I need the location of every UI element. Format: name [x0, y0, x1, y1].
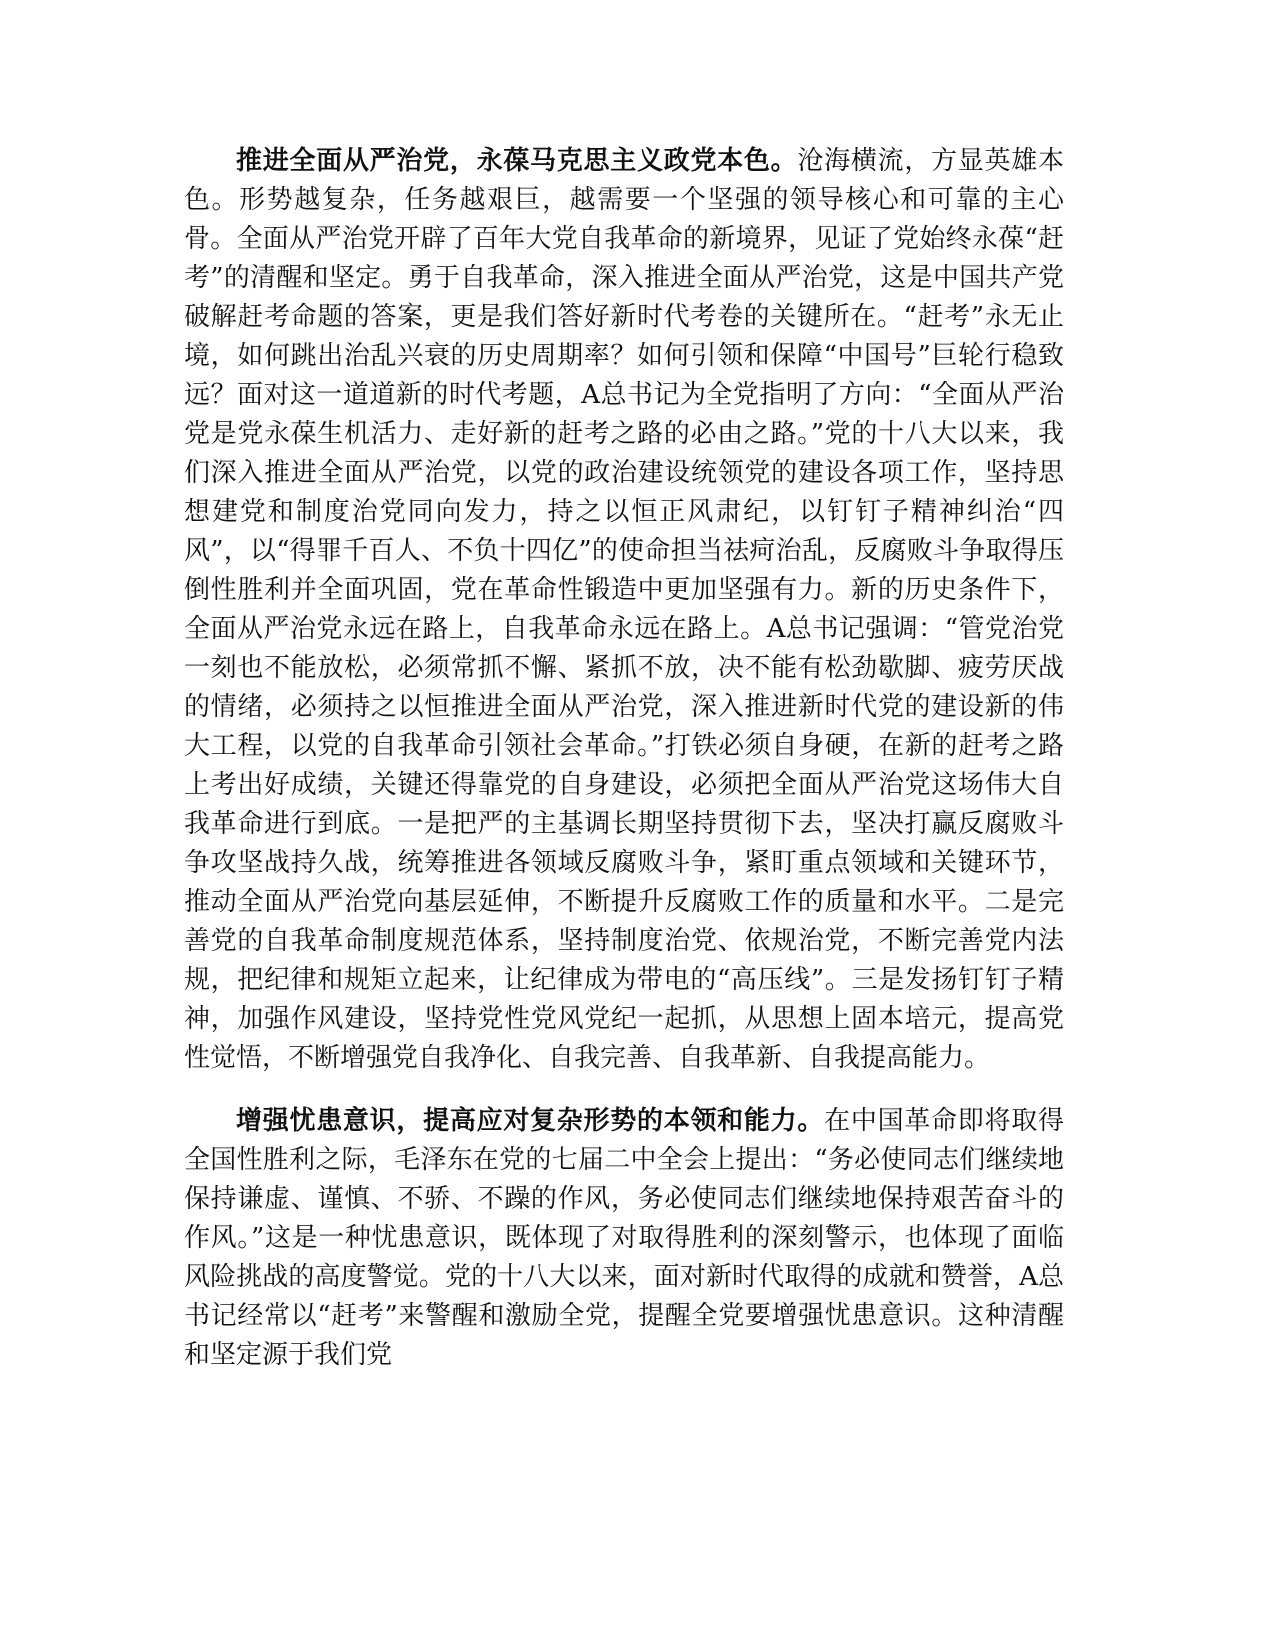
paragraph-heading: 增强忧患意识，提高应对复杂形势的本领和能力。	[236, 1106, 825, 1136]
paragraph-body: 在中国革命即将取得全国性胜利之际，毛泽东在党的七届二中全会上提出：“务必使同志们继续地保持谦虚、谨慎、不骄、不躁的作风，务必使同志们继续地保持艰苦奋斗的作风。”这是一种忧患意识，既体现了对取得胜利的深刻警示，也体现了面临风险挑战的高度警觉。党的十八大以来，面对新时代取得的成就和赞誉，A总书记经常以“赶考”来警醒和激励全党，提醒全党要增强忧患意识。这种清醒和坚定源于我们党	[184, 1106, 1064, 1370]
paragraph-body: 沧海横流，方显英雄本色。形势越复杂，任务越艰巨，越需要一个坚强的领导核心和可靠的主心骨。全面从严治党开辟了百年大党自我革命的新境界，见证了党始终永葆“赶考”的清醒和坚定。勇于自我革命，深入推进全面从严治党，这是中国共产党破解赶考命题的答案，更是我们答好新时代考卷的关键所在。“赶考”永无止境，如何跳出治乱兴衰的历史周期率？如何引领和保障“中国号”巨轮行稳致远？面对这一道道新的时代考题，A总书记为全党指明了方向：“全面从严治党是党永葆生机活力、走好新的赶考之路的必由之路。”党的十八大以来，我们深入推进全面从严治党，以党的政治建设统领党的建设各项工作，坚持思想建党和制度治党同向发力，持之以恒正风肃纪，以钉钉子精神纠治“四风”，以“得罪千百人、不负十四亿”的使命担当祛疴治乱，反腐败斗争取得压倒性胜利并全面巩固，党在革命性锻造中更加坚强有力。新的历史条件下，全面从严治党永远在路上，自我革命永远在路上。A总书记强调：“管党治党一刻也不能放松，必须常抓不懈、紧抓不放，决不能有松劲歇脚、疲劳厌战的情绪，必须持之以恒推进全面从严治党，深入推进新时代党的建设新的伟大工程，以党的自我革命引领社会革命。”打铁必须自身硬，在新的赶考之路上考出好成绩，关键还得靠党的自身建设，必须把全面从严治党这场伟大自我革命进行到底。一是把严的主基调长期坚持贯彻下去，坚决打赢反腐败斗争攻坚战持久战，统筹推进各领域反腐败斗争，紧盯重点领域和关键环节，推动全面从严治党向基层延伸，不断提升反腐败工作的质量和水平。二是完善党的自我革命制度规范体系，坚持制度治党、依规治党，不断完善党内法规，把纪律和规矩立起来，让纪律成为带电的“高压线”。三是发扬钉钉子精神，加强作风建设，坚持党性党风党纪一起抓，从思想上固本培元，提高党性觉悟，不断增强党自我净化、自我完善、自我革新、自我提高能力。	[184, 146, 1064, 1073]
paragraph-sense-of-crisis	[184, 1102, 1064, 1375]
document-page	[184, 142, 1064, 1375]
paragraph-heading: 推进全面从严治党，永葆马克思主义政党本色。	[236, 146, 798, 176]
paragraph-strict-party-governance	[184, 142, 1064, 1078]
